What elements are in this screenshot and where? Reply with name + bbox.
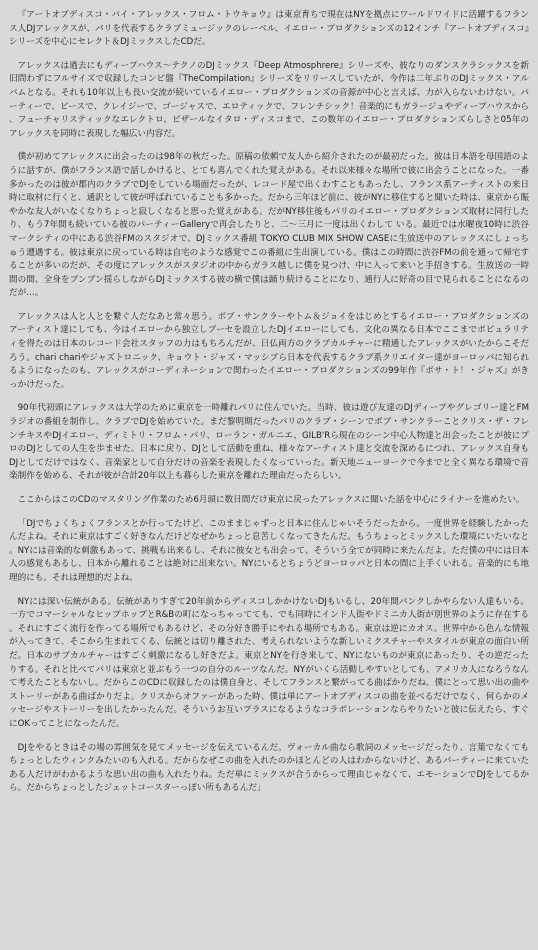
paragraph-first-meeting: 僕が初めてアレックスに出会ったのは98年の秋だった。原稿の依頼で友人から紹介されたのが最初だった。彼は日本語を母国語のように話すが、僕がフランス語で話しかけると、とても喜んでくれた覚えがある。それ以来様々な場所で彼に出会うことになった。一番多かったのは彼が都内のクラブでDJをしている場面だったが、レコード屋で出くわすこともあったし、フランス系アーティストの来日時に取材に行くと、通訳として彼が呼ばれていることも多かった。だから三年ほど前に、彼がNYに移住すると聞いた時は、東京から賑やかな友人がいなくなりちょっと寂しくなると思った覚えがある。だがNY移住後もパリのイエロー・プロダクションズ取材に同行したり、もう7年間も続いている彼のパーティーGalleryで再会したりと、二～三月に一度は出くわして いる。最近では水曜夜10時に渋谷マークシティの中にある渋谷FMのスタジオで、DJミックス番組 TOKYO CLUB MIX SHOW CASEに生放送中のアレックスにしょっちゅう遭遇する。彼は東京に戻っている時は自宅のような感覚でこの番組に生出演している。僕はこの時間に渋谷FMの前を通って帰宅することが多いのだが、その度にアレックスがスタジオの中からガラス越しに僕を見つけ、中に入って来いと手招きする。生放送の一時間の間、全身をブンブン揺らしながらDJミックスする彼の横で僕は踊り続けることになり、通行人に好奇の目で見られることになるのだが…。 (9, 152, 529, 299)
paragraph-connector: アレックスは人と人とを繋ぐ人だなあと常々思う。ボブ・サンクラーやトム＆ジョイをはじめとするイエロー・プロダクションズのアーティスト達にしても、今はイエローから独立しブーセを設立したDJイエローにしても、文化の異なる日本でここまでポピュラリティを得たのは日本のレコード会社スタッフの力はもちろんだが、日仏両方のクラブカルチャーに精通したアレックスがいたからこそだろう。chari chariやジャズトロニック、キョウト・ジャズ・マッシブら日本を代表するクラブ系クリエイター達がヨーロッパに知られるようになったのも、アレックスがコーディネーションで関わったイエロー・プロダクションズの99年作『ボサ・ト！・ジャズ』がきっかけだった。 (9, 311, 529, 390)
paragraph-quote-1: 「DJでちょくちょくフランスとか行ってたけど、このままじゃずっと日本に住んじゃいそうだったから。一度世界を経験したかったんだよね。それに東京はすごく好きなんだけどなぜかちょっと息苦しくなってきたんだ。もうちょっとミックスした環境にいたいなと。NYには音楽的な刺激もあって、挑戦も出来るし、それに彼女とも出会って、そういう全てが同時に来たんだよ。ただ僕の中には日本人の感覚もあるし、日本から離れることは絶対に出来ない。NYにいるとちょうどヨーロッパと日本の間に上手くいれる。音楽的にも地理的にも。それは理想的だよね。 (9, 518, 529, 583)
paragraph-interview-intro: ここからはこのCDのマスタリング作業のため6月頭に数日間だけ東京に戻ったアレックスに聞いた話を中心にライナーを進めたい。 (17, 495, 525, 505)
paragraph-quote-3: DJをやるときはその場の雰囲気を見てメッセージを伝えているんだ。ヴォーカル曲なら歌詞のメッセージだったり、言葉でなくてもちょっとしたウィンクみたいのも入れる。だからなぜこの曲を入れたのかほとんどの人はわからないけど、あるパーティーに来ていたある人だけがわかるような思い出の曲も入れたりね。ただ単にミックスが合うからって理由じゃなくて、エモーションでDJをしてるから。だからちょっとしたジェットコースターっぽい所もあるんだ」 (9, 742, 529, 794)
paragraph-intro: 『アートオブディスコ・バイ・アレックス・フロム・トウキョウ』は東京育ちで現在はNYを拠点にワールドワイドに活躍するフランス人DJアレックスが、パリを代表するクラブミュージックのレーベル、イエロー・プロダクションズの12インチ『アートオブディスコ』シリーズを中心にセレクト＆DJミックスしたCDだ。 (9, 10, 529, 48)
paragraph-paris-history: 90年代初頭にアレックスは大学のために東京を一時離れパリに住んでいた。当時、彼は遊び友達のDJディープやグレゴリー達とFMラジオの番組を制作し、クラブでDJを始めていた。まだ黎明期だったパリのクラブ・シーンでボブ・サンクラーことクリス・ザ・フレンチキスやDJイエロー、ディミトリ・フロム・パリ、ローラン・ガルニエ、GILB'Rら現在のシーン中心人物達と出会ったことが彼にプロのDJとしての人生を歩ませた。日本に戻り、DJとして活動を重ね、様々なアーティスト達と交流を深めるにつれ、アレックス自身もDJとしてだけではなく、音楽家として自分だけの音楽を表現したくなっていった。新天地ニューヨークで今までと全く異なる環境で音楽制作を始める、それが彼が合計20年以上も暮らした東京を離れた理由だったらしい。 (9, 403, 529, 482)
paragraph-quote-2: NYには深い伝統がある。伝統がありすぎて20年前からディスコしかかけないDJもいるし、20年間パンクしかやらない人達もいる。一方でコマーシャルなヒップホップとR&Bの町になっちゃってても、でも同時にインド人街やドミニカ人街が別世界のように存在する。それにすごく流行を作ってる場所でもあるけど、その分好き勝手にやれる場所でもある。東京は逆にカオス。世界中から色んな情報が入ってきて、そこから生まれてくる、伝統とは切り離された、考えられないような新しいミクスチャーやスタイルが東京の面白い所だ。日本のサブカルチャーはすごく刺激になるし好きだよ。東京とNYを行き来して、NYにないものが東京にあったり、その逆だったりする。それと比べてパリは東京と並ぶもう一つの自分のルーツなんだ。NYがいくら活動しやすいとしても、アメリカ人になろうなんて考えたこともないし。だからこのCDに収録したのは僕自身と、そしてフランスと繋がってる曲ばかりだね。僕にとって思い出の曲やストーリーがある曲ばかりだよ。クリスからオファーがあった時、僕は単にアートオブディスコの曲を並べるだけでなく、何らかのメッセージやストーリーを出したかったんだ。そういうお互いプラスになるようなコラボレーションならやりたいと彼に伝えたら、すぐにOKってことになったんだ。 (9, 596, 529, 729)
paragraph-background: アレックスは過去にもディープハウス～テクノのDJミックス『Deep Atmosphrere』シリーズや、彼なりのダンスクラシックスを新旧問わずにフルサイズで収録したコンピ盤『TheCompilation』シリーズをリリースしていたが、今作は二年ぶりのDJミックス・アルバムとなる。それも10年以上も長い交流が続いているイエロー・プロダクションズの音源が中心と言えば、力が入らないわけない。パーティーで、ピースで、クレイジーで、ゴージャスで、エロティックで、フレンチシック！音楽的にもガラージュやディープハウスから、フューチャリスティックなエレクトロ、ビザールなイタロ・ディスコまで、この数年のイエロー・プロダクションズらしさと05年のアレックスを同時に表現した幅広い内容だ。 (9, 60, 529, 139)
